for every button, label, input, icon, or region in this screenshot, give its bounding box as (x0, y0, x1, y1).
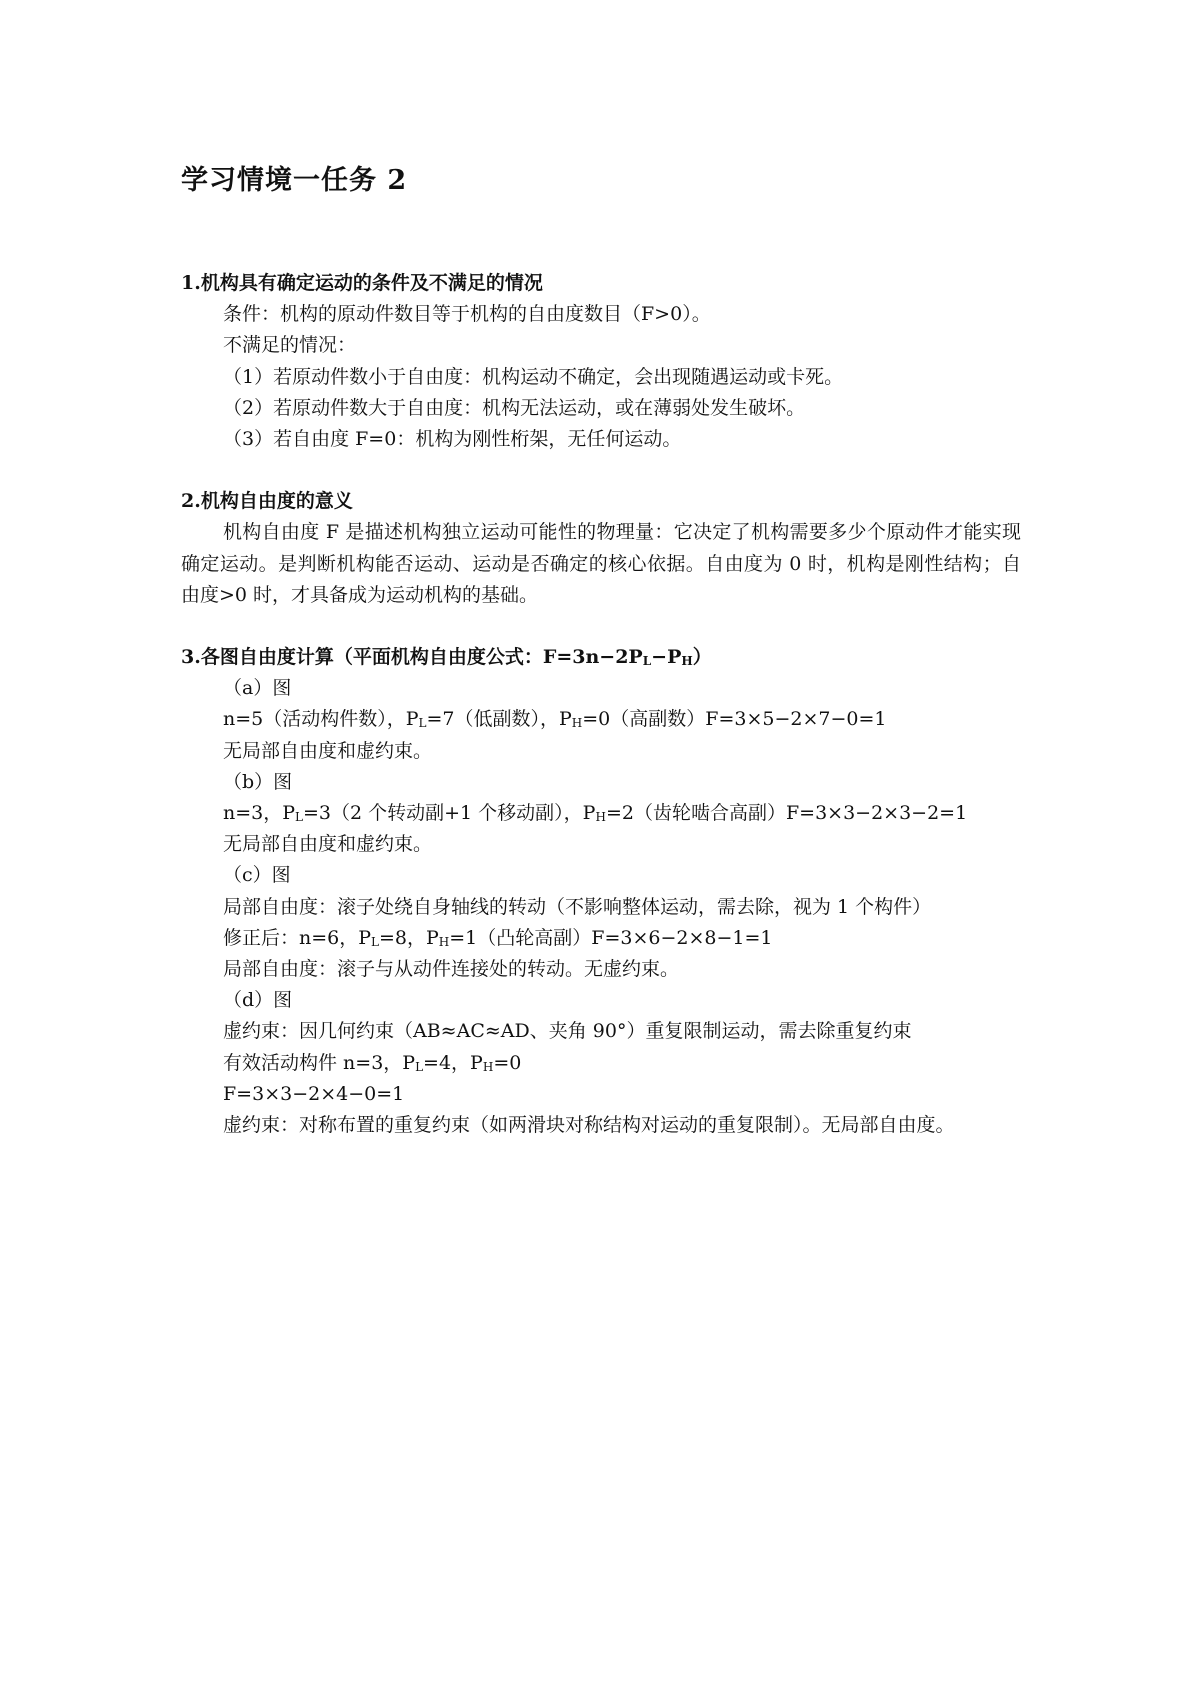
figure-a-formula-line (181, 704, 1021, 735)
section-3-heading-part-a: 3.各图自由度计算（平面机构自由度公式：F=3n−2P (181, 646, 643, 669)
subscript-h: H (595, 810, 606, 825)
figure-a-note: 无局部自由度和虚约束。 (223, 739, 433, 762)
figure-a-text-2: =7（低副数），P (426, 708, 572, 731)
section-2-paragraph: 机构自由度 F 是描述机构独立运动可能性的物理量：它决定了机构需要多少个原动件才能实现确定运动。是判断机构能否运动、运动是否确定的核心依据。自由度为 0 时，机构是刚性结构；自由度>0 时，才具备成为运动机构的基础。 (181, 521, 1021, 606)
subscript-l: L (295, 810, 303, 825)
figure-d-redundant-constraint: 虚约束：因几何约束（AB≈AC≈AD、夹角 90°）重复限制运动，需去除重复约束 (223, 1020, 912, 1043)
figure-a-text-1: n=5（活动构件数），P (223, 708, 419, 731)
figure-d-note: 虚约束：对称布置的重复约束（如两滑块对称结构对运动的重复限制）。无局部自由度。 (223, 1114, 955, 1137)
section-3-heading-part-b: −P (651, 646, 682, 669)
figure-c-text-1: 修正后：n=6，P (223, 926, 372, 949)
figure-d-text-3: =0 (493, 1051, 522, 1074)
figure-b-note: 无局部自由度和虚约束。 (223, 833, 433, 856)
subscript-h: H (571, 716, 583, 731)
figure-b-text-1: n=3，P (223, 802, 296, 825)
document-title: 学习情境一任务 2 (181, 165, 408, 196)
subscript-l: L (371, 934, 379, 949)
figure-a-label: （a）图 (223, 677, 292, 700)
figure-c-label: （c）图 (223, 864, 291, 887)
figure-d-text-2: =4，P (423, 1051, 483, 1074)
figure-d-text-1: 有效活动构件 n=3，P (223, 1051, 416, 1074)
section-1-heading: 1.机构具有确定运动的条件及不满足的情况 (181, 272, 543, 294)
figure-b-text-3: =2（齿轮啮合高副）F=3×3−2×3−2=1 (605, 802, 968, 825)
figure-c-text-2: =8，P (379, 926, 439, 949)
section-spacer (181, 611, 1021, 642)
figure-b-formula-line (181, 798, 1021, 829)
subscript-h: H (438, 934, 450, 949)
figure-d-label: （d）图 (223, 989, 293, 1012)
section-1-unmet-label: 不满足的情况： (223, 334, 357, 357)
section-3-heading (181, 642, 1021, 673)
section-2-heading: 2.机构自由度的意义 (181, 490, 353, 513)
subscript-l: L (642, 654, 652, 669)
subscript-h: H (482, 1059, 494, 1074)
figure-c-formula-line (181, 923, 1021, 954)
section-1-item-3: （3）若自由度 F=0：机构为刚性桁架，无任何运动。 (223, 428, 682, 451)
figure-b-label: （b）图 (223, 770, 293, 793)
figure-a-text-3: =0（高副数）F=3×5−2×7−0=1 (582, 708, 887, 731)
figure-d-formula: F=3×3−2×4−0=1 (223, 1082, 405, 1105)
figure-c-note: 局部自由度：滚子与从动件连接处的转动。无虚约束。 (223, 958, 680, 981)
subscript-h: H (681, 654, 693, 669)
subscript-l: L (418, 716, 427, 731)
section-1-item-2: （2）若原动件数大于自由度：机构无法运动，或在薄弱处发生破坏。 (223, 396, 806, 419)
document-body (181, 268, 1021, 1141)
section-1-item-1: （1）若原动件数小于自由度：机构运动不确定，会出现随遇运动或卡死。 (223, 365, 844, 388)
figure-d-params-line (181, 1048, 1021, 1079)
section-spacer (181, 455, 1021, 486)
figure-c-local-dof: 局部自由度：滚子处绕自身轴线的转动（不影响整体运动，需去除，视为 1 个构件） (223, 895, 932, 918)
subscript-l: L (415, 1059, 424, 1074)
figure-c-text-3: =1（凸轮高副）F=3×6−2×8−1=1 (449, 926, 773, 949)
section-1-condition: 条件：机构的原动件数目等于机构的自由度数目（F>0）。 (223, 303, 711, 326)
figure-b-text-2: =3（2 个转动副+1 个移动副），P (303, 802, 596, 825)
section-3-heading-part-c: ） (692, 646, 712, 669)
